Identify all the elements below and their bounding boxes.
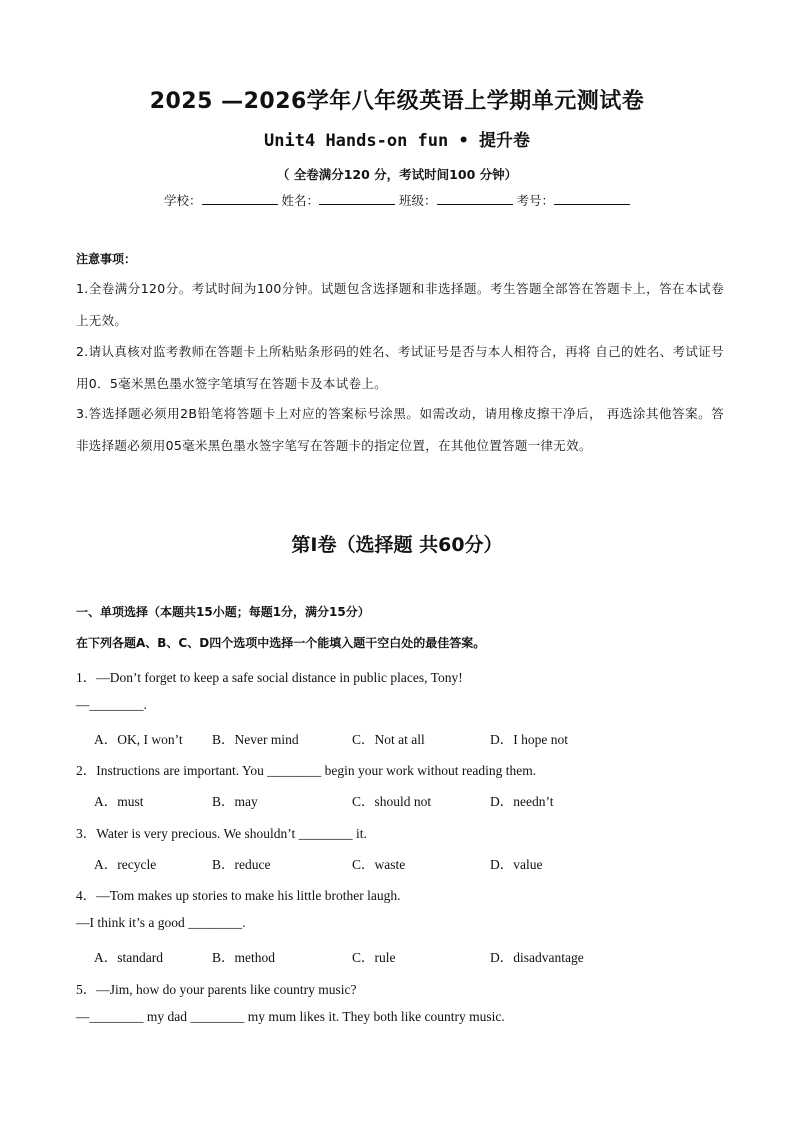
exam-number-field — [516, 191, 630, 209]
option-b[interactable]: B．reduce — [212, 857, 271, 872]
class-label: 班级： — [398, 193, 437, 208]
note-item: 1.全卷满分120分。考试时间为100分钟。试题包含选择题和非选择题。考生答题全部答在答题卡上，答在本试卷上无效。 — [76, 281, 724, 328]
score-time-line: （ 全卷满分120 分，考试时间100 分钟） — [276, 167, 518, 182]
option-a[interactable]: A．OK, I won’t — [94, 732, 183, 747]
option-c[interactable]: C．should not — [352, 794, 432, 809]
option-b[interactable]: B．may — [212, 794, 258, 809]
question-answer-line: —________ my dad ________ my mum likes it. They both like country music. — [76, 1009, 505, 1024]
option-d[interactable]: D．value — [490, 857, 543, 872]
school-blank[interactable] — [202, 192, 278, 205]
note-item: 2.请认真核对监考教师在答题卡上所粘贴条形码的姓名、考试证号是否与本人相符合，再将 自己的姓名、考试证号用0．5毫米黑色墨水签字笔填写在答题卡及本试卷上。 — [76, 344, 724, 391]
class-field — [399, 191, 513, 209]
part-title: 第Ⅰ卷（选择题 共60分） — [291, 534, 503, 556]
exam-number-label: 考号： — [516, 193, 554, 208]
class-blank[interactable] — [437, 192, 513, 205]
exam-number-blank[interactable] — [554, 192, 630, 205]
question-stem: 5．—Jim, how do your parents like country music? — [76, 982, 357, 997]
student-info-line — [0, 191, 794, 209]
school-field — [164, 191, 278, 209]
name-label: 姓名： — [281, 193, 319, 208]
option-c[interactable]: C．rule — [352, 950, 396, 965]
option-d[interactable]: D．I hope not — [490, 732, 568, 747]
option-c[interactable]: C．waste — [352, 857, 406, 872]
school-label: 学校： — [163, 193, 202, 208]
question-stem: 3．Water is very precious. We shouldn’t ________ it. — [76, 826, 367, 841]
option-b[interactable]: B．method — [212, 950, 275, 965]
exam-subtitle: Unit4 Hands-on fun • 提升卷 — [264, 131, 530, 151]
notes-heading: 注意事项： — [76, 252, 137, 266]
name-field — [281, 191, 395, 209]
question-answer-line: —I think it’s a good ________. — [76, 915, 246, 930]
option-d[interactable]: D．needn’t — [490, 794, 554, 809]
note-item: 3.答选择题必须用2B铅笔将答题卡上对应的答案标号涂黑。如需改动，请用橡皮擦干净后， 再选涂其他答案。答非选择题必须用05毫米黑色墨水签字笔写在答题卡的指定位置，在其他位置答题一律无效。 — [76, 406, 724, 453]
option-a[interactable]: A．standard — [94, 950, 163, 965]
option-d[interactable]: D．disadvantage — [490, 950, 584, 965]
option-a[interactable]: A．recycle — [94, 857, 157, 872]
option-b[interactable]: B．Never mind — [212, 732, 299, 747]
question-answer-line: —________. — [76, 697, 147, 712]
option-a[interactable]: A．must — [94, 794, 144, 809]
question-stem: 1．—Don’t forget to keep a safe social distance in public places, Tony! — [76, 670, 463, 685]
option-c[interactable]: C．Not at all — [352, 732, 425, 747]
name-blank[interactable] — [319, 192, 395, 205]
question-stem: 2．Instructions are important. You ________ begin your work without reading them. — [76, 763, 537, 778]
exam-title: 2025 —2026学年八年级英语上学期单元测试卷 — [149, 89, 645, 114]
question-stem: 4．—Tom makes up stories to make his little brother laugh. — [76, 888, 401, 903]
section-instruction: 在下列各题A、B、C、D四个选项中选择一个能填入题干空白处的最佳答案。 — [76, 636, 486, 650]
section-heading: 一、单项选择（本题共15小题；每题1分，满分15分） — [76, 605, 370, 619]
